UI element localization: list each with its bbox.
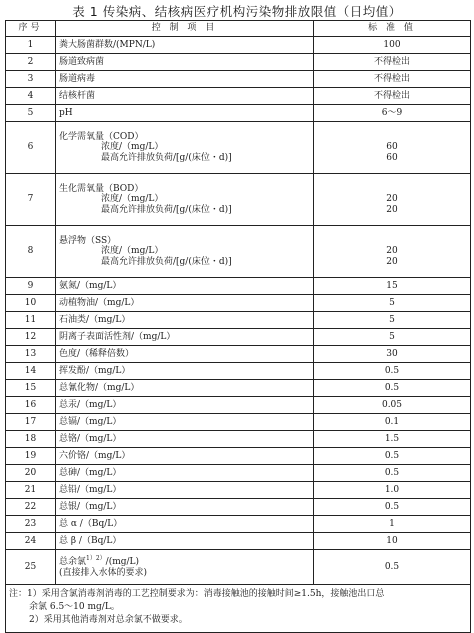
control-item	[56, 54, 314, 71]
item-line: 最高允许排放负荷/[g/(床位・d)]	[101, 256, 232, 267]
item-line: 石油类/（mg/L）	[59, 314, 131, 325]
table-row	[6, 122, 471, 174]
control-item	[56, 295, 314, 312]
standard-value	[314, 380, 471, 397]
standard-value	[314, 295, 471, 312]
standard-value	[314, 346, 471, 363]
value-line: 5	[389, 331, 395, 342]
standard-value	[314, 482, 471, 499]
control-item	[56, 174, 314, 226]
row-number: 15	[6, 380, 56, 397]
standard-value	[314, 465, 471, 482]
item-line: 氨氮/（mg/L）	[59, 280, 122, 291]
value-line: 0.05	[381, 399, 403, 410]
standard-value	[314, 226, 471, 278]
item-line: 总 α /（Bq/L）	[59, 518, 123, 529]
table-body	[6, 37, 471, 585]
value-line: 1.0	[384, 484, 400, 495]
standard-value	[314, 174, 471, 226]
standard-value	[314, 550, 471, 585]
standard-value	[314, 278, 471, 295]
value-line: 100	[383, 39, 401, 50]
row-number: 7	[6, 174, 56, 226]
item-line: pH	[59, 107, 73, 118]
table-row	[6, 516, 471, 533]
row-number: 1	[6, 37, 56, 54]
value-line: 20	[386, 246, 398, 256]
table-row	[6, 105, 471, 122]
item-line: 总砷/（mg/L）	[59, 467, 122, 478]
row-number: 20	[6, 465, 56, 482]
item-line: 肠道病毒	[59, 73, 96, 84]
value-line: 20	[386, 205, 398, 215]
value-line: 30	[386, 348, 398, 359]
value-line: 60	[386, 142, 398, 152]
item-line: 动植物油/（mg/L）	[59, 297, 140, 308]
item-line: 生化需氧量（BOD）	[59, 183, 144, 194]
control-item	[56, 122, 314, 174]
value-line	[317, 183, 467, 194]
standard-value	[314, 533, 471, 550]
item-line: 结核杆菌	[59, 90, 96, 101]
item-line: 总 β /（Bq/L）	[59, 535, 122, 546]
row-number: 11	[6, 312, 56, 329]
control-item	[56, 380, 314, 397]
header-value: 标 准 值	[314, 21, 471, 37]
item-line: 肠道致病菌	[59, 56, 105, 67]
row-number: 12	[6, 329, 56, 346]
standard-value	[314, 397, 471, 414]
item-line: 总铬/（mg/L）	[59, 433, 122, 444]
control-item	[56, 312, 314, 329]
row-number: 9	[6, 278, 56, 295]
item-line: 总余氯	[59, 557, 87, 568]
row-number: 8	[6, 226, 56, 278]
table-row	[6, 414, 471, 431]
table-title: 表 1 传染病、结核病医疗机构污染物排放限值（日均值）	[72, 4, 402, 19]
note-1-cont: 余氯 6.5～10 mg/L。	[29, 602, 120, 613]
row-number: 24	[6, 533, 56, 550]
value-line: 20	[386, 194, 398, 204]
value-line	[317, 131, 467, 142]
control-item	[56, 448, 314, 465]
value-line: 0.5	[384, 382, 400, 393]
value-line: 6～9	[381, 107, 403, 118]
row-number: 25	[6, 550, 56, 585]
item-line: 粪大肠菌群数/(MPN/L)	[59, 39, 156, 50]
table-row	[6, 37, 471, 54]
row-number: 22	[6, 499, 56, 516]
value-line: 5	[389, 297, 395, 308]
item-line: 化学需氧量（COD）	[59, 131, 144, 142]
table-row	[6, 448, 471, 465]
control-item	[56, 346, 314, 363]
control-item	[56, 226, 314, 278]
item-line: 阴离子表面活性剂/（mg/L）	[59, 331, 176, 342]
standard-value	[314, 88, 471, 105]
standard-value	[314, 122, 471, 174]
row-number: 18	[6, 431, 56, 448]
standard-value	[314, 71, 471, 88]
control-item	[56, 533, 314, 550]
table-row	[6, 88, 471, 105]
value-line: 1	[389, 518, 395, 529]
control-item	[56, 499, 314, 516]
row-number: 19	[6, 448, 56, 465]
value-line: 1.5	[384, 433, 400, 444]
row-number: 16	[6, 397, 56, 414]
row-number: 10	[6, 295, 56, 312]
standard-value	[314, 414, 471, 431]
control-item	[56, 431, 314, 448]
table-row	[6, 465, 471, 482]
row-number: 13	[6, 346, 56, 363]
table-row	[6, 499, 471, 516]
item-line: 最高允许排放负荷/[g/(床位・d)]	[101, 204, 232, 215]
control-item	[56, 516, 314, 533]
header-item: 控 制 项 目	[56, 21, 314, 37]
row-number: 3	[6, 71, 56, 88]
item-line: 总氰化物/（mg/L）	[59, 382, 140, 393]
control-item	[56, 397, 314, 414]
standard-value	[314, 329, 471, 346]
value-line	[317, 235, 467, 246]
item-line: 色度/（稀释倍数）	[59, 348, 135, 359]
item-line: (直接排入水体的要求)	[59, 567, 148, 578]
row-number: 23	[6, 516, 56, 533]
table-row	[6, 380, 471, 397]
item-line: 最高允许排放负荷/[g/(床位・d)]	[101, 152, 232, 163]
control-item	[56, 278, 314, 295]
table-row	[6, 226, 471, 278]
item-line: 六价铬/（mg/L）	[59, 450, 131, 461]
standard-value	[314, 54, 471, 71]
value-line: 0.5	[384, 501, 400, 512]
item-line: 浓度/（mg/L）	[101, 194, 164, 205]
table-row	[6, 533, 471, 550]
item-line: 浓度/（mg/L）	[101, 142, 164, 153]
table-row	[6, 295, 471, 312]
control-item	[56, 550, 314, 585]
table-row	[6, 174, 471, 226]
control-item	[56, 482, 314, 499]
value-line: 不得检出	[373, 90, 410, 101]
control-item	[56, 88, 314, 105]
standard-value	[314, 105, 471, 122]
notes-row	[6, 585, 471, 633]
table-row	[6, 550, 471, 585]
row-number: 6	[6, 122, 56, 174]
standard-value	[314, 37, 471, 54]
table-row	[6, 312, 471, 329]
note-2: 2）采用其他消毒剂对总余氯不做要求。	[29, 615, 188, 626]
control-item	[56, 105, 314, 122]
item-line: 总铅/（mg/L）	[59, 484, 122, 495]
control-item	[56, 363, 314, 380]
value-line: 20	[386, 257, 398, 267]
control-item	[56, 414, 314, 431]
table-row	[6, 346, 471, 363]
item-line: 总银/（mg/L）	[59, 501, 122, 512]
item-unit: /(mg/L)	[105, 557, 140, 568]
item-line: 悬浮物（SS）	[59, 235, 117, 246]
item-line: 总镉/（mg/L）	[59, 416, 122, 427]
control-item	[56, 465, 314, 482]
value-line: 60	[386, 153, 398, 163]
table-row	[6, 71, 471, 88]
value-line: 0.5	[384, 561, 400, 572]
control-item	[56, 71, 314, 88]
note-1: 1）采用含氯消毒剂消毒的工艺控制要求为：消毒接触池的接触时间≥1.5h，接触池出口总	[27, 589, 385, 599]
standard-value	[314, 312, 471, 329]
value-line: 0.5	[384, 467, 400, 478]
value-line: 5	[389, 314, 395, 325]
value-line: 不得检出	[373, 56, 410, 67]
row-number: 4	[6, 88, 56, 105]
notes-label: 注：	[9, 589, 28, 599]
control-item	[56, 329, 314, 346]
standard-value	[314, 448, 471, 465]
item-line: 总汞/（mg/L）	[59, 399, 122, 410]
row-number: 14	[6, 363, 56, 380]
table-row	[6, 278, 471, 295]
value-line: 0.5	[384, 450, 400, 461]
header-no: 序号	[6, 21, 56, 37]
table-row	[6, 363, 471, 380]
row-number: 21	[6, 482, 56, 499]
table-row	[6, 397, 471, 414]
standard-value	[314, 516, 471, 533]
row-number: 5	[6, 105, 56, 122]
value-line: 15	[386, 280, 398, 291]
value-line: 0.1	[384, 416, 400, 427]
item-line: 浓度/（mg/L）	[101, 246, 164, 257]
value-line: 不得检出	[373, 73, 410, 84]
table-row	[6, 431, 471, 448]
emission-limits-table	[5, 20, 471, 633]
standard-value	[314, 363, 471, 380]
item-footnote-ref: 1）2）	[86, 555, 106, 563]
standard-value	[314, 499, 471, 516]
table-header-row	[6, 21, 471, 37]
notes-cell	[6, 585, 471, 633]
table-row	[6, 329, 471, 346]
row-number: 2	[6, 54, 56, 71]
value-line: 0.5	[384, 365, 400, 376]
value-line: 10	[386, 535, 398, 546]
table-row	[6, 54, 471, 71]
table-row	[6, 482, 471, 499]
control-item	[56, 37, 314, 54]
item-line: 挥发酚/（mg/L）	[59, 365, 131, 376]
row-number: 17	[6, 414, 56, 431]
standard-value	[314, 431, 471, 448]
